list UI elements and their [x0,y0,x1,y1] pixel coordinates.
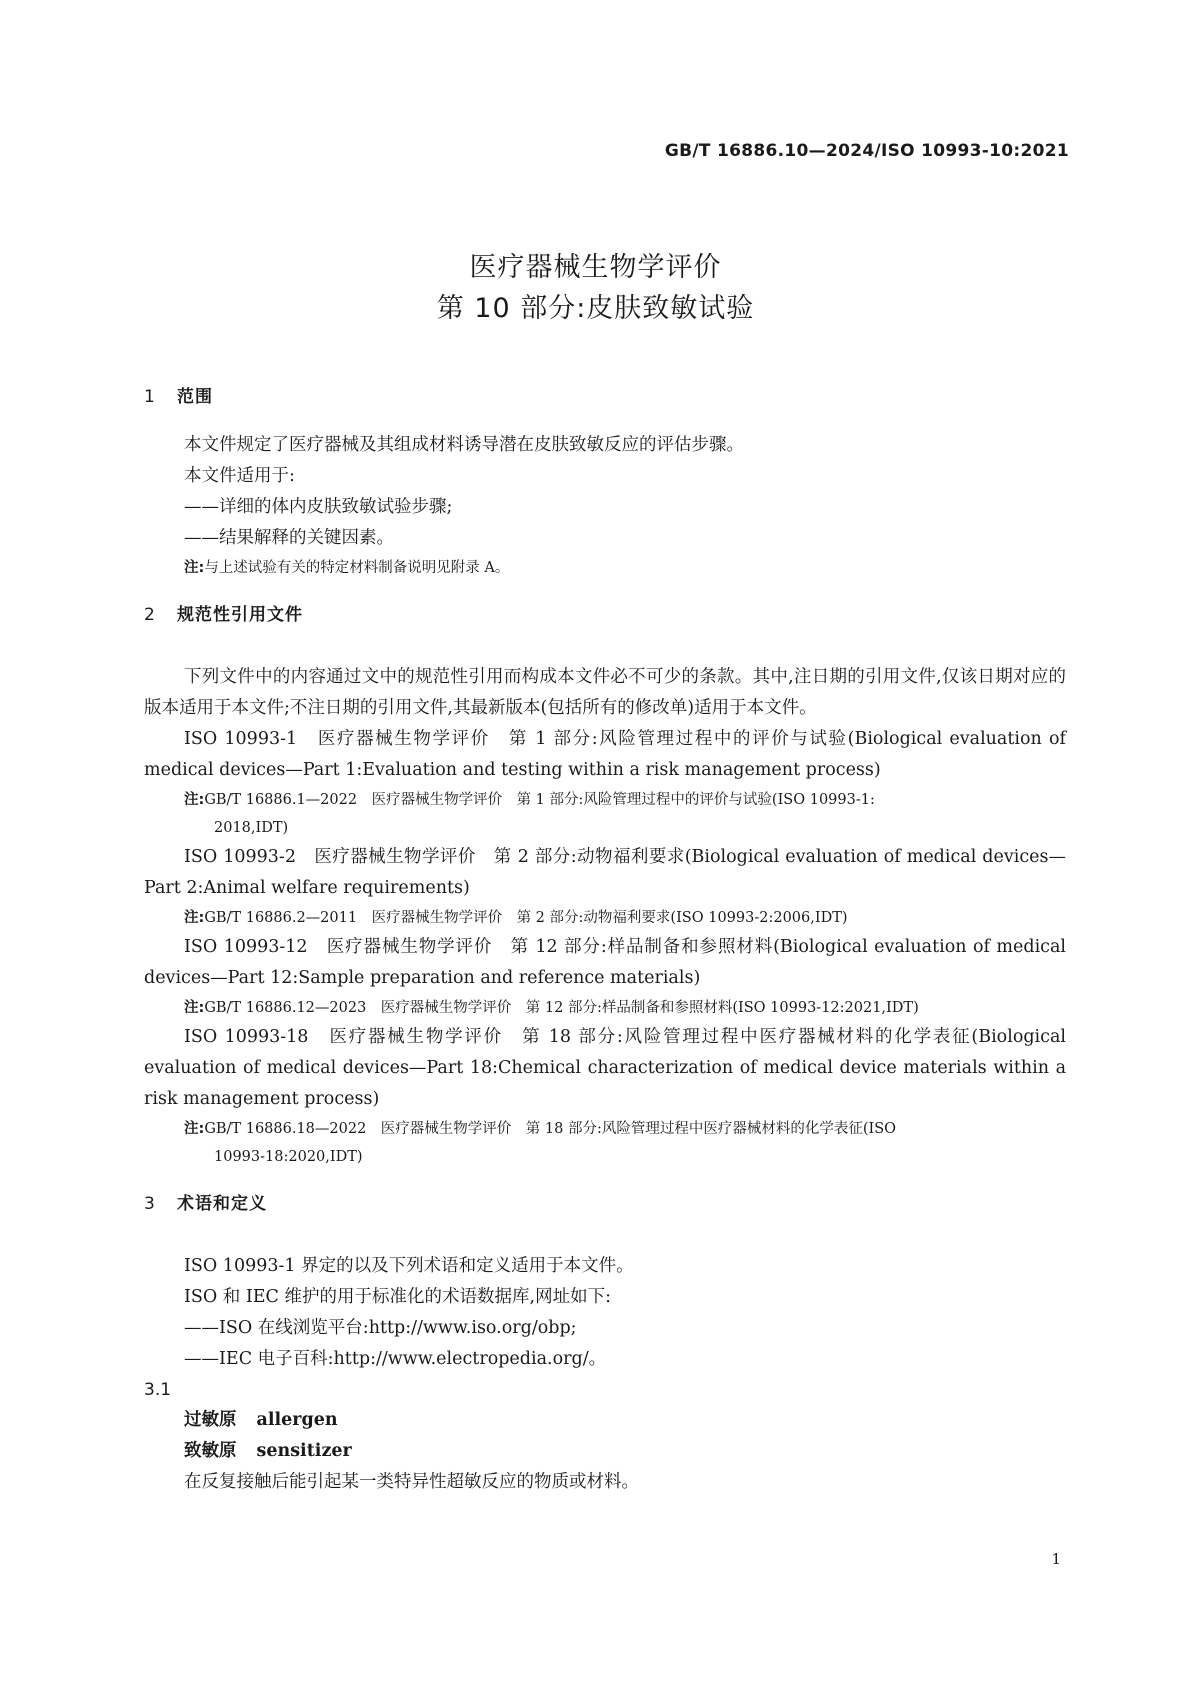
subclause-number: 3.1 [144,1380,172,1400]
page-number: 1 [1051,1550,1061,1568]
document-title-line2: 第 10 部分:皮肤致敏试验 [436,293,755,324]
section-3-paragraph: ISO 和 IEC 维护的用于标准化的术语数据库,网址如下: [184,1287,611,1307]
term-en: allergen [256,1410,338,1430]
section-1-applicability: 本文件适用于: [184,466,295,486]
note [144,994,1066,1022]
note [144,554,1066,582]
section-number: 2 [144,605,156,625]
note-continuation: 2018,IDT) [214,820,289,836]
section-number: 3 [144,1194,156,1214]
document-title-line1: 医疗器械生物学评价 [469,252,722,283]
note-text: GB/T 16886.2—2011 医疗器械生物学评价 第 2 部分:动物福利要求(ISO 10993-2:2006,IDT) [204,910,848,926]
section-3-paragraph: ISO 10993-1 界定的以及下列术语和定义适用于本文件。 [184,1256,634,1276]
note-text: GB/T 16886.18—2022 医疗器械生物学评价 第 18 部分:风险管理过程中医疗器械材料的化学表征(ISO [204,1121,897,1137]
section-2-intro: 下列文件中的内容通过文中的规范性引用而构成本文件必不可少的条款。其中,注日期的引用文件,仅该日期对应的版本适用于本文件;不注日期的引用文件,其最新版本(包括所有的修改单)适用于本文件。 [144,667,1066,718]
reference-entry: ISO 10993-1 医疗器械生物学评价 第 1 部分:风险管理过程中的评价与试验(Biological evaluation of medical devices—Part 1:Evaluation and testing within a risk management process) [144,729,1066,780]
note-text: 与上述试验有关的特定材料制备说明见附录 A。 [204,560,510,576]
list-item: ——ISO 在线浏览平台:http://www.iso.org/obp; [184,1318,577,1338]
note-label: 注: [184,1121,205,1137]
standard-id: GB/T 16886.10—2024/ISO 10993-10:2021 [664,141,1069,161]
note-label: 注: [184,910,205,926]
list-item: ——结果解释的关键因素。 [184,528,394,548]
note-label: 注: [184,1000,205,1016]
section-3-heading [144,1193,1066,1215]
section-number: 1 [144,387,156,407]
term-definition: 在反复接触后能引起某一类特异性超敏反应的物质或材料。 [184,1472,639,1492]
section-title: 规范性引用文件 [177,605,303,625]
reference-entry: ISO 10993-12 医疗器械生物学评价 第 12 部分:样品制备和参照材料(Biological evaluation of medical devices—Part 12:Sample preparation and reference materials) [144,937,1066,988]
section-2-heading [144,604,1066,626]
reference-entry: ISO 10993-2 医疗器械生物学评价 第 2 部分:动物福利要求(Biological evaluation of medical devices—Part 2:Animal welfare requirements) [144,847,1066,898]
section-1-paragraph: 本文件规定了医疗器械及其组成材料诱导潜在皮肤致敏反应的评估步骤。 [184,435,744,455]
term-en: sensitizer [256,1441,352,1461]
note-label: 注: [184,560,205,576]
note [144,786,1066,842]
reference-entry: ISO 10993-18 医疗器械生物学评价 第 18 部分:风险管理过程中医疗器械材料的化学表征(Biological evaluation of medical devices—Part 18:Chemical characterization of medical device materials within a risk management process) [144,1027,1066,1109]
note-text: GB/T 16886.12—2023 医疗器械生物学评价 第 12 部分:样品制备和参照材料(ISO 10993-12:2021,IDT) [204,1000,919,1016]
note [144,1115,1066,1171]
term-entry [144,1436,1066,1467]
note-text: GB/T 16886.1—2022 医疗器械生物学评价 第 1 部分:风险管理过程中的评价与试验(ISO 10993-1: [204,792,875,808]
note-label: 注: [184,792,205,808]
document-body [144,386,1066,1498]
term-entry [144,1405,1066,1436]
note-continuation: 10993-18:2020,IDT) [214,1149,363,1165]
term-zh: 过敏原 [184,1410,237,1430]
list-item: ——IEC 电子百科:http://www.electropedia.org/。 [184,1349,607,1369]
section-1-heading [144,386,1066,408]
section-title: 范围 [177,387,213,407]
section-title: 术语和定义 [177,1194,267,1214]
list-item: ——详细的体内皮肤致敏试验步骤; [184,497,453,517]
term-zh: 致敏原 [184,1441,237,1461]
note [144,904,1066,932]
